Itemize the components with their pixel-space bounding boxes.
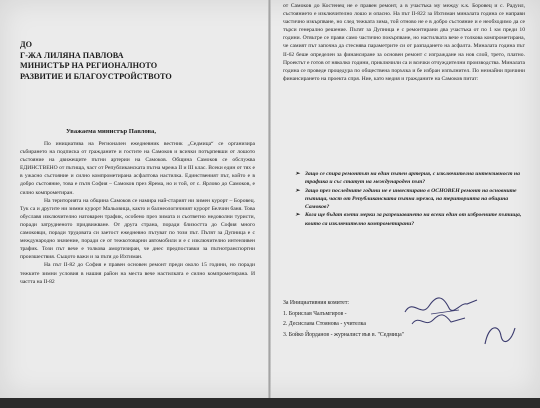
addressee-to: ДО <box>20 40 33 49</box>
page-fold <box>268 0 271 398</box>
addressee-name: Г-ЖА ЛИЛЯНА ПАВЛОВА <box>20 50 124 60</box>
right-page <box>283 0 525 398</box>
question-text: Кога ще бъдат взети мерки за разрешаването на всеки един от изброените пътища, които са изключително компрометирани? <box>305 212 522 227</box>
question-list <box>295 170 525 228</box>
question-item <box>295 187 525 212</box>
letter-body <box>20 140 255 286</box>
question-text: Защо се спира ремонтът на един пътен артерия, с изключителна интензивност на трафика и със статут на международен път? <box>305 171 520 186</box>
salutation: Уважаема министър Павлова, <box>66 128 157 135</box>
addressee-title-line2: РАЗВИТИЕ И БЛАГОУСТРОЙСТВОТО <box>20 71 172 81</box>
body-paragraph: На път II-82 до София е правен основен ремонт преди около 15 години, но поради тежките зимни условия в нашия район на места вече настилката е силно компрометирана. И частта на II-82 <box>20 262 255 285</box>
body-paragraph: По инициатива на Регионален ежедневник вестник „Седмица“ се организира събирането на подписка от гражданите и гостите на Самоков и всички потърпевши от лошото състояние на движещите пътни артерии на Самоков. Община Самоков се обслужва ЕДИНСТВЕНО от пътища, част от Републиканската пътна мрежа II и III клас. Всеки един от тях е в ужасно състояние и силно компрометирана асфалтова настилка. Единственият път, който е в добро състояние, това е пътя София – Самоков през Ярема, но и той, от с. Ярлово до Самоков, е силно компрометиран. <box>20 141 255 196</box>
body-paragraph: На територията на община Самоков се намира най-старият ни зимен курорт – Боровец. Тук са и другите ни зимни курорт Мальовица, както и балнеологичният курорт Белчин баня. Това обуславя изключително натоварен трафик, особено през зимата и съответно недоволни туристи, поради затрудненото придвижване. От друга страна, поради близостта до София много самоковци, поради трудовата си заетост ежедневно пътуват по този път. Пътят за Дупница е с международно значение, поради се от тежкотоварни автомобили и е с изключително интензивен трафик. Този път вече е толкова амортизиран, че днес предпоставки за пътнотранспортни произшествия. Същото важи и за пътя до Ихтиман. <box>20 197 255 261</box>
arrow-bullet-icon: ➢ <box>295 171 300 177</box>
addressee-title-line1: МИНИСТЪР НА РЕГИОНАЛНОТО <box>20 61 158 70</box>
arrow-bullet-icon: ➢ <box>295 212 300 219</box>
committee-member: 1. Борислав Чалъмгиров - <box>283 310 347 317</box>
question-item <box>295 170 525 187</box>
committee-member: 2. Десислава Стоянова - учителка <box>283 321 366 327</box>
letter-body-continued: от Самоков до Костенец не е правен ремонт, а в участъка му между к.к. Боровец и с. Радуил, състоянието е изключително лошо и опасно. На път II-822 за Ихтиман миналата година се направи частично изкърпване, но след тежката зима, той отново не е в добро състояние и е необходимо да се търси генерално решение. Пътят за Дупница е с ремонтирани два участъка от по 1 км преди 10 години. Отвътре се прави само частично покърпване, но настилката вече е толкова компрометирана, че самият път започна да стеснява параметрите си от разпадането на асфалта. Миналата година път II-62 беше определен за финансиране за основен ремонт с изграждане на нов слой, трето, платно. Проектът е готов от няколко години, приключили са и всички отчуждителни производства. Миналата година се проведе процедура по обществена поръчка и бе избран изпълнител. По незнайни причини финансирането на проекта спря. Ние, като медия и гражданите на Самоков питат: <box>283 3 525 82</box>
question-item <box>295 211 525 228</box>
arrow-bullet-icon: ➢ <box>295 187 300 194</box>
scan-border <box>0 398 540 408</box>
question-text: Защо през последните години не е инвестирано в ОСНОВЕН ремонт на основните пътища, част от Републиканската пътна мрежа, на територията на община Самоков? <box>305 187 517 211</box>
signature-2 <box>409 312 469 330</box>
committee-member: 3. Бойко Йорданов - журналист във в. "Седмица" <box>283 331 405 338</box>
addressee-block <box>20 40 255 82</box>
left-page <box>20 0 255 398</box>
committee-heading: За Инициативния комитет: <box>283 300 349 306</box>
signature-3 <box>479 320 519 350</box>
